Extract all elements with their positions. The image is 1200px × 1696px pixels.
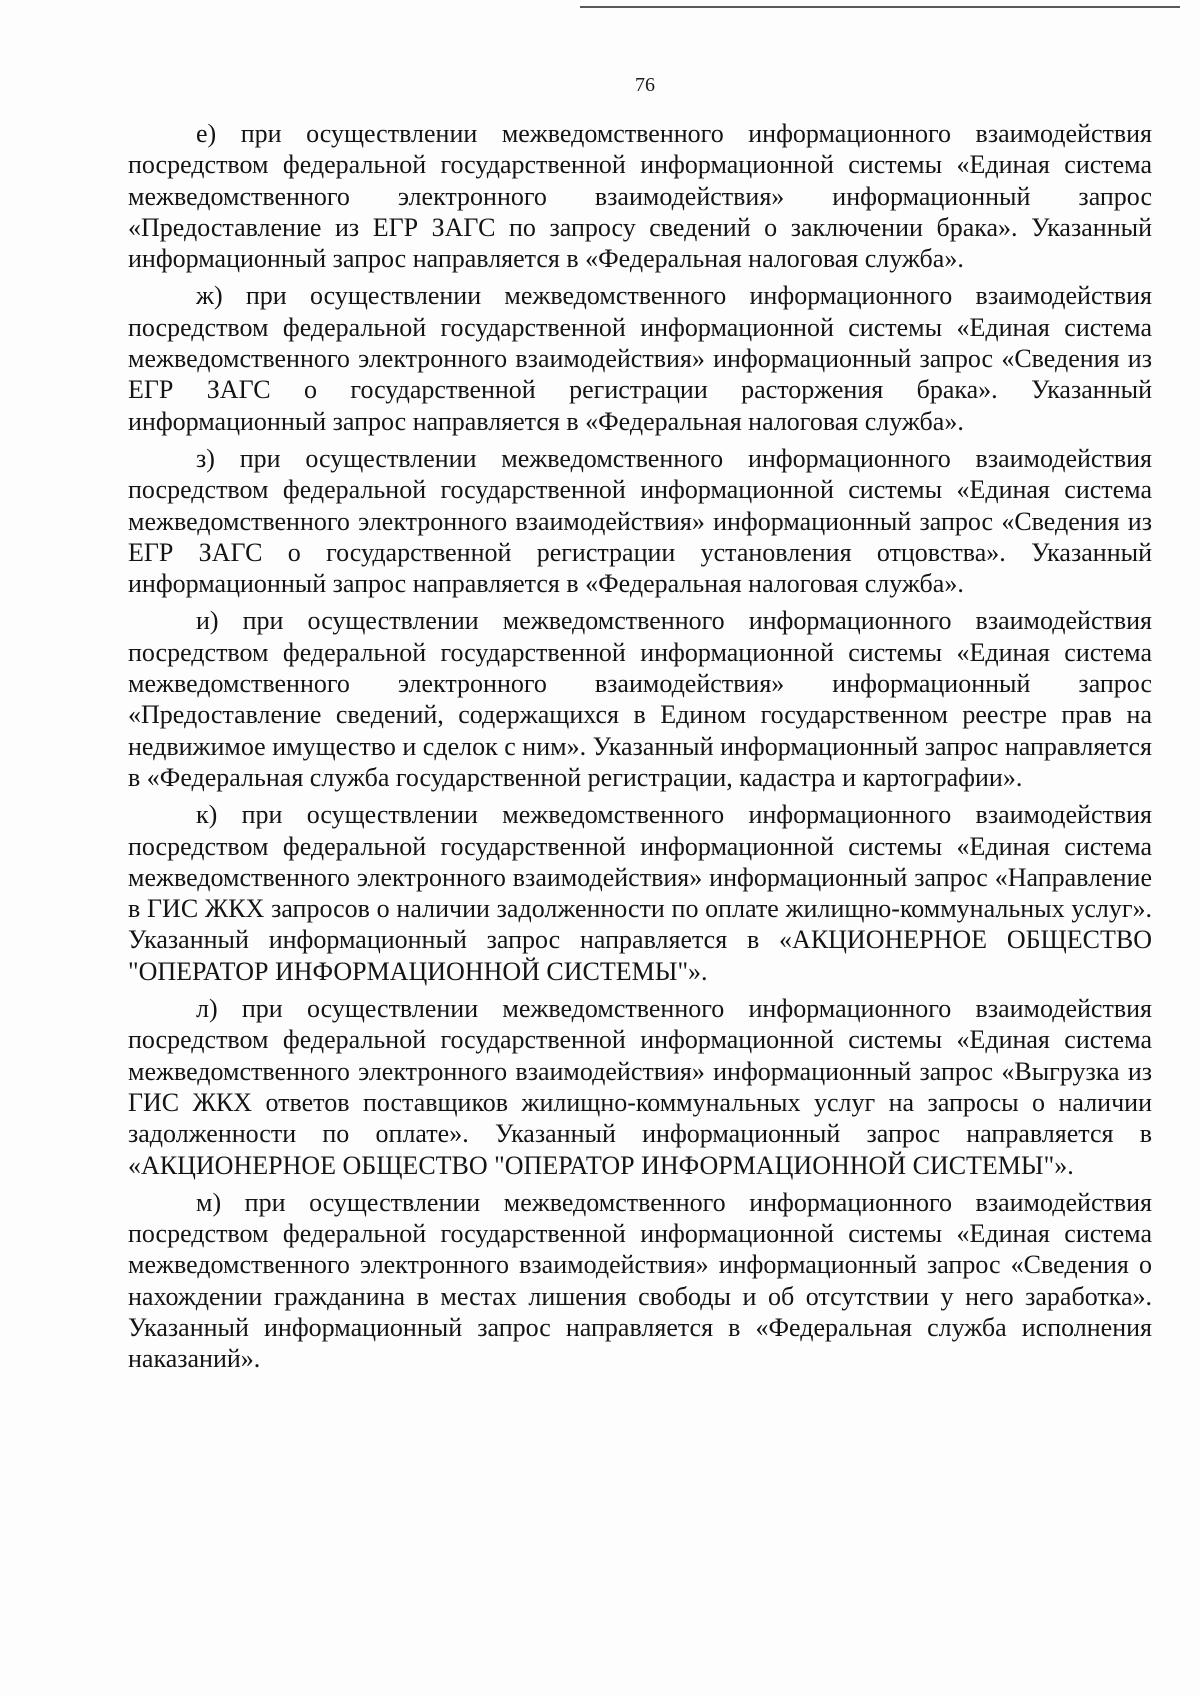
- paragraph-z: з) при осуществлении межведомственного информационного взаимодействия посредством федеральной государственной информационной системы «Единая система межведомственного электронного взаимодействия» информационный запрос «Сведения из ЕГР ЗАГС о государственной регистрации установления отцовства». Указанный информационный запрос направляется в «Федеральная налоговая служба».: [128, 443, 1152, 599]
- paragraph-e: е) при осуществлении межведомственного информационного взаимодействия посредством федеральной государственной информационной системы «Единая система межведомственного электронного взаимодействия» информационный запрос «Предоставление из ЕГР ЗАГС по запросу сведений о заключении брака». Указанный информационный запрос направляется в «Федеральная налоговая служба».: [128, 119, 1152, 274]
- paragraph-i: и) при осуществлении межведомственного информационного взаимодействия посредством федеральной государственной информационной системы «Единая система межведомственного электронного взаимодействия» информационный запрос «Предоставление сведений, содержащихся в Едином государственном реестре прав на недвижимое имущество и сделок с ним». Указанный информационный запрос направляется в «Федеральная служба государственной регистрации, кадастра и картографии».: [128, 606, 1152, 792]
- document-body: [128, 118, 1152, 1375]
- paragraph-zh: ж) при осуществлении межведомственного информационного взаимодействия посредством федеральной государственной информационной системы «Единая система межведомственного электронного взаимодействия» информационный запрос «Сведения из ЕГР ЗАГС о государственной регистрации расторжения брака». Указанный информационный запрос направляется в «Федеральная налоговая служба».: [128, 281, 1152, 436]
- top-rule: [580, 6, 1180, 8]
- paragraph-l: л) при осуществлении межведомственного информационного взаимодействия посредством федеральной государственной информационной системы «Единая система межведомственного электронного взаимодействия» информационный запрос «Выгрузка из ГИС ЖКХ ответов поставщиков жилищно-коммунальных услуг на запросы о наличии задолженности по оплате». Указанный информационный запрос направляется в «АКЦИОНЕРНОЕ ОБЩЕСТВО "ОПЕРАТОР ИНФОРМАЦИОННОЙ СИСТЕМЫ"».: [128, 994, 1152, 1180]
- paragraph-m: м) при осуществлении межведомственного информационного взаимодействия посредством федеральной государственной информационной системы «Единая система межведомственного электронного взаимодействия» информационный запрос «Сведения о нахождении гражданина в местах лишения свободы и об отсутствии у него заработка». Указанный информационный запрос направляется в «Федеральная служба исполнения наказаний».: [128, 1187, 1152, 1374]
- paragraph-k: к) при осуществлении межведомственного информационного взаимодействия посредством федеральной государственной информационной системы «Единая система межведомственного электронного взаимодействия» информационный запрос «Направление в ГИС ЖКХ запросов о наличии задолженности по оплате жилищно-коммунальных услуг». Указанный информационный запрос направляется в «АКЦИОНЕРНОЕ ОБЩЕСТВО "ОПЕРАТОР ИНФОРМАЦИОННОЙ СИСТЕМЫ"».: [128, 800, 1152, 986]
- page-number: 76: [635, 74, 655, 96]
